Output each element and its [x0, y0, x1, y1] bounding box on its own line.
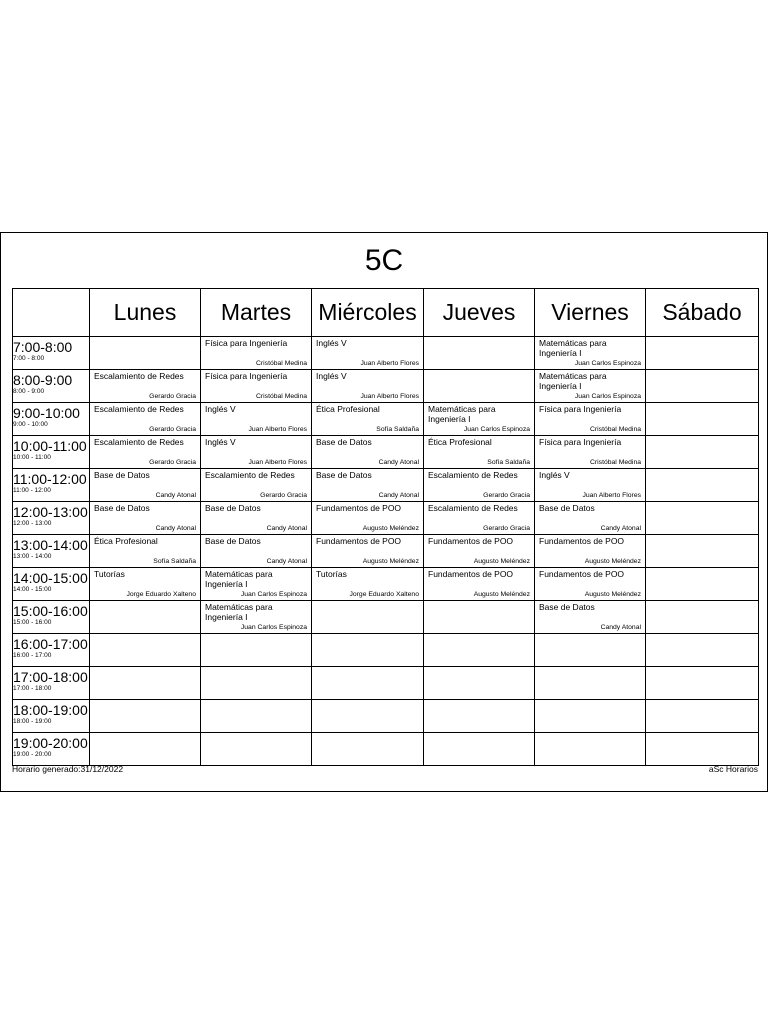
- empty-cell: [646, 502, 759, 535]
- teacher-name: Juan Carlos Espinoza: [240, 591, 307, 598]
- empty-cell: [312, 634, 424, 667]
- empty-cell: [201, 733, 312, 766]
- empty-cell: [312, 733, 424, 766]
- teacher-name: Gerardo Gracia: [483, 492, 530, 499]
- time-cell: [13, 337, 90, 370]
- subject-name: Ética Profesional: [428, 437, 492, 447]
- subject-name: Física para Ingeniería: [205, 338, 288, 348]
- teacher-name: Augusto Meléndez: [362, 558, 419, 565]
- class-cell: [312, 370, 424, 403]
- time-label: 9:00-10:00: [13, 405, 80, 421]
- class-cell: [535, 337, 646, 370]
- time-label: 19:00-20:00: [13, 735, 88, 751]
- empty-cell: [646, 403, 759, 436]
- subject-name: Matemáticas para Ingeniería I: [205, 602, 273, 622]
- class-cell: [201, 403, 312, 436]
- time-row: [13, 403, 759, 436]
- time-label: 15:00-16:00: [13, 603, 88, 619]
- subject-name: Física para Ingeniería: [205, 371, 288, 381]
- time-range: 14:00 - 15:00: [13, 586, 52, 593]
- class-cell: [535, 469, 646, 502]
- subject-name: Escalamiento de Redes: [428, 470, 518, 480]
- class-cell: [90, 469, 201, 502]
- time-cell: [13, 502, 90, 535]
- empty-cell: [424, 370, 535, 403]
- time-label: 13:00-14:00: [13, 537, 88, 553]
- time-cell: [13, 634, 90, 667]
- empty-cell: [646, 436, 759, 469]
- time-row: [13, 436, 759, 469]
- time-range: 11:00 - 12:00: [13, 487, 51, 494]
- empty-cell: [646, 601, 759, 634]
- teacher-name: Juan Carlos Espinoza: [574, 393, 641, 400]
- class-cell: [312, 403, 424, 436]
- class-cell: [201, 370, 312, 403]
- empty-cell: [646, 733, 759, 766]
- time-row: [13, 601, 759, 634]
- class-cell: [312, 436, 424, 469]
- empty-cell: [424, 733, 535, 766]
- time-label: 17:00-18:00: [13, 669, 88, 685]
- teacher-name: Cristóbal Medina: [590, 426, 641, 433]
- time-range: 12:00 - 13:00: [13, 520, 52, 527]
- class-cell: [535, 370, 646, 403]
- class-cell: [424, 403, 535, 436]
- teacher-name: Cristóbal Medina: [256, 360, 307, 367]
- subject-name: Escalamiento de Redes: [94, 404, 184, 414]
- class-cell: [201, 469, 312, 502]
- time-range: 10:00 - 11:00: [13, 454, 51, 461]
- teacher-name: Augusto Meléndez: [584, 558, 641, 565]
- teacher-name: Gerardo Gracia: [149, 426, 196, 433]
- subject-name: Matemáticas para Ingeniería I: [428, 404, 496, 424]
- subject-name: Base de Datos: [539, 503, 595, 513]
- time-cell: [13, 667, 90, 700]
- subject-name: Base de Datos: [94, 503, 150, 513]
- time-cell: [13, 436, 90, 469]
- class-cell: [535, 535, 646, 568]
- subject-name: Base de Datos: [316, 437, 372, 447]
- subject-name: Base de Datos: [205, 536, 261, 546]
- class-cell: [201, 535, 312, 568]
- class-cell: [201, 568, 312, 601]
- subject-name: Inglés V: [205, 437, 236, 447]
- time-cell: [13, 700, 90, 733]
- subject-name: Inglés V: [205, 404, 236, 414]
- subject-name: Ética Profesional: [94, 536, 158, 546]
- teacher-name: Gerardo Gracia: [483, 525, 530, 532]
- class-cell: [312, 469, 424, 502]
- time-label: 10:00-11:00: [13, 438, 87, 454]
- class-cell: [201, 601, 312, 634]
- teacher-name: Sofía Saldaña: [376, 426, 419, 433]
- subject-name: Base de Datos: [94, 470, 150, 480]
- teacher-name: Jorge Eduardo Xalteno: [349, 591, 419, 598]
- time-cell: [13, 601, 90, 634]
- teacher-name: Juan Alberto Flores: [248, 459, 307, 466]
- empty-cell: [312, 601, 424, 634]
- time-cell: [13, 568, 90, 601]
- time-row: [13, 535, 759, 568]
- brand-label: aSc Horarios: [708, 764, 758, 774]
- time-range: 8:00 - 9:00: [13, 388, 45, 395]
- empty-cell: [535, 634, 646, 667]
- empty-cell: [646, 700, 759, 733]
- teacher-name: Gerardo Gracia: [149, 393, 196, 400]
- time-row: [13, 370, 759, 403]
- empty-cell: [646, 667, 759, 700]
- empty-cell: [201, 667, 312, 700]
- teacher-name: Augusto Meléndez: [473, 558, 530, 565]
- class-cell: [535, 568, 646, 601]
- corner-cell: [13, 289, 90, 337]
- teacher-name: Juan Alberto Flores: [360, 360, 419, 367]
- day-header: Miércoles: [312, 289, 424, 337]
- time-range: 9:00 - 10:00: [13, 421, 48, 428]
- class-cell: [535, 403, 646, 436]
- subject-name: Inglés V: [316, 338, 347, 348]
- subject-name: Fundamentos de POO: [539, 536, 625, 546]
- day-header: Jueves: [424, 289, 535, 337]
- empty-cell: [646, 370, 759, 403]
- teacher-name: Sofía Saldaña: [153, 558, 196, 565]
- class-title: 5C: [364, 244, 404, 277]
- class-cell: [201, 502, 312, 535]
- subject-name: Matemáticas para Ingeniería I: [205, 569, 273, 589]
- subject-name: Base de Datos: [539, 602, 595, 612]
- time-label: 14:00-15:00: [13, 570, 88, 586]
- teacher-name: Candy Atonal: [600, 525, 641, 532]
- class-cell: [90, 403, 201, 436]
- subject-name: Fundamentos de POO: [316, 503, 402, 513]
- time-cell: [13, 469, 90, 502]
- empty-cell: [90, 337, 201, 370]
- subject-name: Escalamiento de Redes: [205, 470, 295, 480]
- class-cell: [424, 535, 535, 568]
- timetable-body: [13, 337, 759, 766]
- class-cell: [535, 502, 646, 535]
- subject-name: Fundamentos de POO: [428, 536, 514, 546]
- teacher-name: Cristóbal Medina: [590, 459, 641, 466]
- teacher-name: Augusto Meléndez: [473, 591, 530, 598]
- empty-cell: [646, 337, 759, 370]
- subject-name: Base de Datos: [205, 503, 261, 513]
- time-range: 17:00 - 18:00: [13, 685, 52, 692]
- empty-cell: [424, 337, 535, 370]
- time-range: 7:00 - 8:00: [13, 355, 45, 362]
- time-label: 16:00-17:00: [13, 636, 88, 652]
- time-cell: [13, 733, 90, 766]
- time-range: 13:00 - 14:00: [13, 553, 52, 560]
- class-cell: [424, 469, 535, 502]
- empty-cell: [424, 634, 535, 667]
- class-cell: [90, 568, 201, 601]
- subject-name: Inglés V: [316, 371, 347, 381]
- empty-cell: [201, 634, 312, 667]
- time-range: 19:00 - 20:00: [13, 751, 52, 758]
- class-cell: [312, 568, 424, 601]
- empty-cell: [90, 700, 201, 733]
- subject-name: Base de Datos: [316, 470, 372, 480]
- teacher-name: Candy Atonal: [266, 558, 307, 565]
- time-range: 15:00 - 16:00: [13, 619, 52, 626]
- time-cell: [13, 403, 90, 436]
- empty-cell: [424, 700, 535, 733]
- empty-cell: [90, 733, 201, 766]
- generated-date: Horario generado:31/12/2022: [12, 764, 124, 774]
- time-label: 12:00-13:00: [13, 504, 88, 520]
- time-range: 16:00 - 17:00: [13, 652, 52, 659]
- empty-cell: [535, 667, 646, 700]
- empty-cell: [90, 634, 201, 667]
- class-cell: [535, 436, 646, 469]
- timetable-grid: [12, 288, 759, 766]
- teacher-name: Juan Alberto Flores: [582, 492, 641, 499]
- teacher-name: Sofía Saldaña: [487, 459, 530, 466]
- time-row: [13, 733, 759, 766]
- class-cell: [424, 502, 535, 535]
- empty-cell: [90, 601, 201, 634]
- subject-name: Física para Ingeniería: [539, 437, 622, 447]
- subject-name: Ética Profesional: [316, 404, 380, 414]
- day-header: Viernes: [535, 289, 646, 337]
- empty-cell: [646, 634, 759, 667]
- subject-name: Escalamiento de Redes: [428, 503, 518, 513]
- day-header: Lunes: [90, 289, 201, 337]
- teacher-name: Candy Atonal: [600, 624, 641, 631]
- subject-name: Matemáticas para Ingeniería I: [539, 338, 607, 358]
- class-cell: [312, 535, 424, 568]
- class-cell: [90, 535, 201, 568]
- empty-cell: [646, 568, 759, 601]
- teacher-name: Juan Carlos Espinoza: [240, 624, 307, 631]
- teacher-name: Candy Atonal: [378, 459, 419, 466]
- teacher-name: Juan Carlos Espinoza: [574, 360, 641, 367]
- day-header-row: [13, 289, 759, 337]
- class-cell: [90, 502, 201, 535]
- time-cell: [13, 370, 90, 403]
- empty-cell: [424, 601, 535, 634]
- class-cell: [201, 436, 312, 469]
- empty-cell: [535, 700, 646, 733]
- time-row: [13, 634, 759, 667]
- teacher-name: Gerardo Gracia: [149, 459, 196, 466]
- class-cell: [424, 568, 535, 601]
- subject-name: Escalamiento de Redes: [94, 437, 184, 447]
- empty-cell: [90, 667, 201, 700]
- time-range: 18:00 - 19:00: [13, 718, 52, 725]
- time-row: [13, 700, 759, 733]
- teacher-name: Juan Carlos Espinoza: [463, 426, 530, 433]
- empty-cell: [312, 667, 424, 700]
- teacher-name: Candy Atonal: [378, 492, 419, 499]
- time-row: [13, 469, 759, 502]
- teacher-name: Jorge Eduardo Xalteno: [126, 591, 196, 598]
- class-cell: [535, 601, 646, 634]
- time-label: 8:00-9:00: [13, 372, 73, 388]
- teacher-name: Candy Atonal: [155, 492, 196, 499]
- teacher-name: Augusto Meléndez: [362, 525, 419, 532]
- empty-cell: [312, 700, 424, 733]
- teacher-name: Augusto Meléndez: [584, 591, 641, 598]
- subject-name: Inglés V: [539, 470, 570, 480]
- subject-name: Matemáticas para Ingeniería I: [539, 371, 607, 391]
- empty-cell: [201, 700, 312, 733]
- time-label: 7:00-8:00: [13, 339, 73, 355]
- class-cell: [90, 370, 201, 403]
- teacher-name: Juan Alberto Flores: [360, 393, 419, 400]
- day-header: Sábado: [646, 289, 759, 337]
- empty-cell: [646, 469, 759, 502]
- time-row: [13, 337, 759, 370]
- subject-name: Fundamentos de POO: [316, 536, 402, 546]
- subject-name: Escalamiento de Redes: [94, 371, 184, 381]
- class-cell: [424, 436, 535, 469]
- teacher-name: Gerardo Gracia: [260, 492, 307, 499]
- time-row: [13, 502, 759, 535]
- time-cell: [13, 535, 90, 568]
- subject-name: Física para Ingeniería: [539, 404, 622, 414]
- subject-name: Tutorías: [94, 569, 125, 579]
- teacher-name: Candy Atonal: [266, 525, 307, 532]
- empty-cell: [424, 667, 535, 700]
- time-label: 18:00-19:00: [13, 702, 88, 718]
- day-header: Martes: [201, 289, 312, 337]
- class-cell: [90, 436, 201, 469]
- class-cell: [312, 502, 424, 535]
- class-cell: [201, 337, 312, 370]
- empty-cell: [535, 733, 646, 766]
- class-cell: [312, 337, 424, 370]
- teacher-name: Juan Alberto Flores: [248, 426, 307, 433]
- time-row: [13, 667, 759, 700]
- subject-name: Fundamentos de POO: [539, 569, 625, 579]
- time-row: [13, 568, 759, 601]
- timetable-sheet: [0, 232, 768, 792]
- time-label: 11:00-12:00: [13, 471, 87, 487]
- teacher-name: Cristóbal Medina: [256, 393, 307, 400]
- teacher-name: Candy Atonal: [155, 525, 196, 532]
- subject-name: Tutorías: [316, 569, 347, 579]
- subject-name: Fundamentos de POO: [428, 569, 514, 579]
- empty-cell: [646, 535, 759, 568]
